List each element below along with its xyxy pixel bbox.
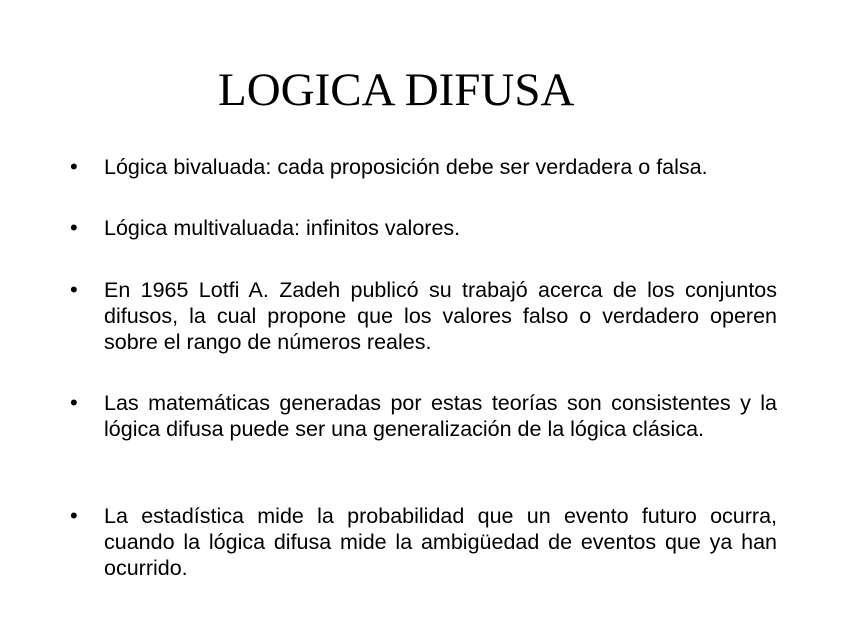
bullet-item-3 (70, 277, 780, 355)
bullet-dot-icon: • (70, 277, 78, 302)
bullet-text-4: Las matemáticas generadas por estas teorías son consistentes y la lógica difusa puede ser una generalización de la lógica clásica. (104, 391, 777, 441)
bullet-dot-icon: • (70, 154, 78, 179)
slide-title: LOGICA DIFUSA (218, 64, 575, 116)
bullet-dot-icon: • (70, 503, 78, 528)
bullet-text-1: Lógica bivaluada: cada proposición debe ser verdadera o falsa. (104, 155, 708, 179)
bullet-text-5: La estadística mide la probabilidad que un evento futuro ocurra, cuando la lógica difusa mide la ambigüedad de eventos que ya han ocurrido. (104, 504, 777, 580)
bullet-item-1 (70, 154, 780, 180)
bullet-dot-icon: • (70, 390, 78, 415)
bullet-dot-icon: • (70, 215, 78, 240)
bullet-item-2 (70, 215, 780, 241)
bullet-item-5 (70, 503, 780, 581)
bullet-text-3: En 1965 Lotfi A. Zadeh publicó su trabajó acerca de los conjuntos difusos, la cual propone que los valores falso o verdadero operen sobre el rango de números reales. (104, 278, 777, 354)
bullet-item-4 (70, 390, 780, 442)
bullet-text-2: Lógica multivaluada: infinitos valores. (104, 216, 461, 240)
